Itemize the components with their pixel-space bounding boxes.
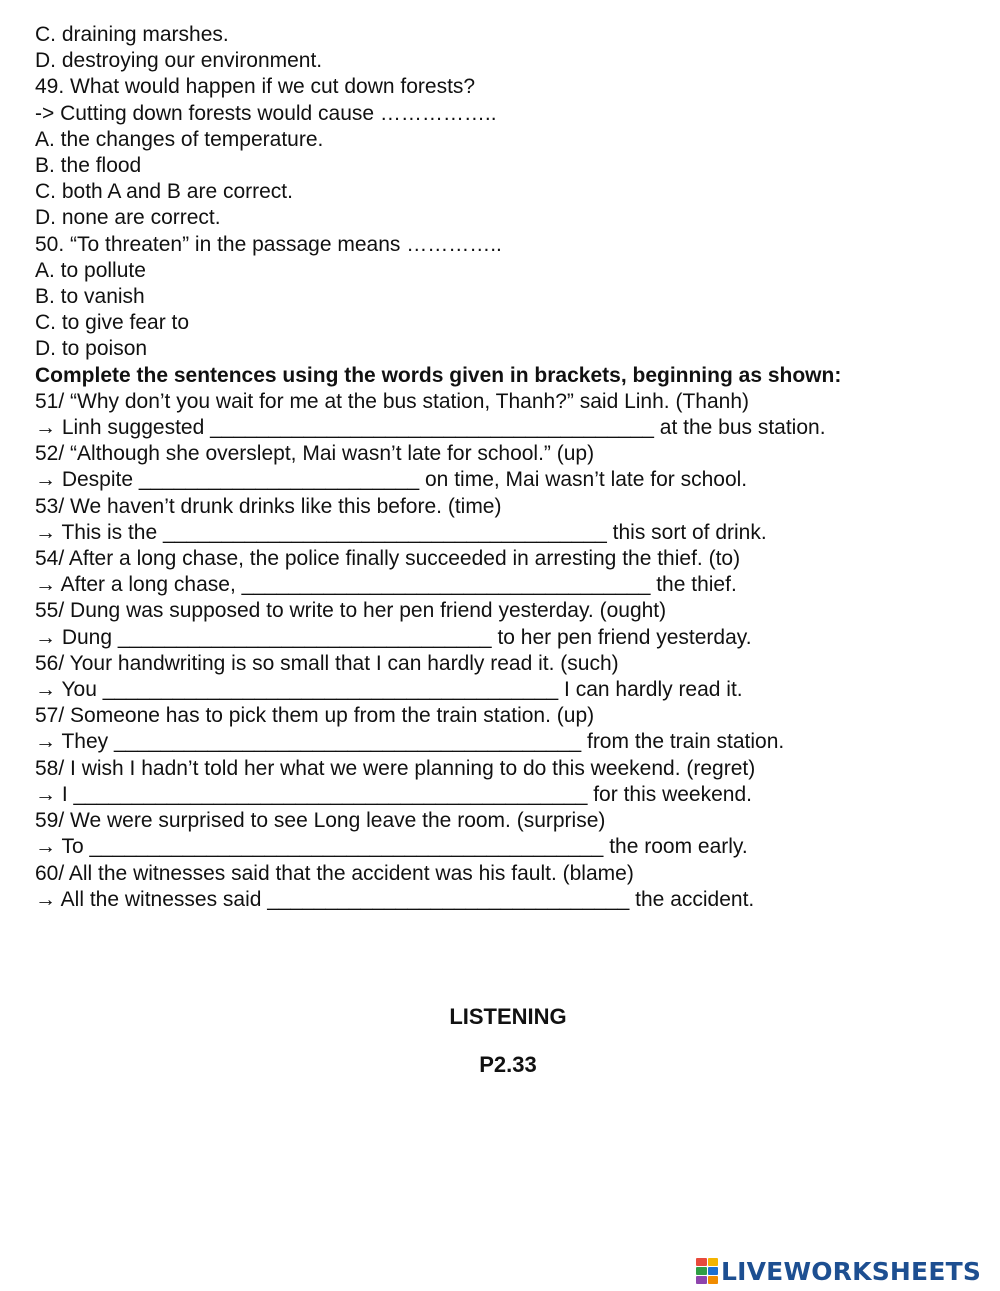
text-line: D. to poison [35,337,148,361]
instruction-heading: Complete the sentences using the words given in brackets, beginning as shown: [35,363,842,387]
text-line: → Linh suggested ______________________________________ at the bus station. [35,416,826,440]
text-line: B. the flood [35,154,142,178]
text-line: 50. “To threaten” in the passage means ………….. [35,232,502,256]
text-line: → All the witnesses said _______________________________ the accident. [35,887,755,911]
text-line: A. the changes of temperature. [35,127,324,151]
text-line: D. none are correct. [35,206,221,230]
text-line: 54/ After a long chase, the police finally succeeded in arresting the thief. (to) [35,547,741,571]
text-line: → You _______________________________________ I can hardly read it. [35,678,743,702]
text-line: → After a long chase, ___________________________________ the thief. [35,573,737,597]
worksheet-body [35,22,975,913]
text-line: 56/ Your handwriting is so small that I can hardly read it. (such) [35,651,619,675]
text-line: → This is the ______________________________________ this sort of drink. [35,520,767,544]
section-title-listening: LISTENING [449,1004,567,1029]
text-line: 59/ We were surprised to see Long leave the room. (surprise) [35,809,606,833]
text-line: 60/ All the witnesses said that the accident was his fault. (blame) [35,861,634,885]
text-line: 51/ “Why don’t you wait for me at the bus station, Thanh?” said Linh. (Thanh) [35,389,749,413]
text-line: A. to pollute [35,258,146,282]
text-line: 53/ We haven’t drunk drinks like this before. (time) [35,494,502,518]
text-line: → Dung ________________________________ to her pen friend yesterday. [35,625,752,649]
text-line: 55/ Dung was supposed to write to her pen friend yesterday. (ought) [35,599,667,623]
text-line: B. to vanish [35,285,145,309]
text-line: 58/ I wish I hadn’t told her what we were planning to do this weekend. (regret) [35,756,756,780]
text-line: → I ____________________________________________ for this weekend. [35,782,752,806]
logo-text: LIVEWORKSHEETS [721,1256,982,1286]
text-line: -> Cutting down forests would cause …………….. [35,101,497,125]
text-line: C. both A and B are correct. [35,180,293,204]
liveworksheets-logo [696,1254,981,1288]
text-line: C. to give fear to [35,311,190,335]
text-line: C. draining marshes. [35,23,229,46]
logo-blocks-icon [696,1258,718,1284]
text-line: D. destroying our environment. [35,49,323,73]
text-line: 52/ “Although she overslept, Mai wasn’t late for school.” (up) [35,442,595,466]
text-line: 49. What would happen if we cut down forests? [35,75,476,99]
text-line: → Despite ________________________ on time, Mai wasn’t late for school. [35,468,748,492]
section-code: P2.33 [479,1052,537,1077]
text-line: 57/ Someone has to pick them up from the train station. (up) [35,704,595,728]
text-line: → They ________________________________________ from the train station. [35,730,785,754]
text-line: → To ____________________________________________ the room early. [35,835,748,859]
